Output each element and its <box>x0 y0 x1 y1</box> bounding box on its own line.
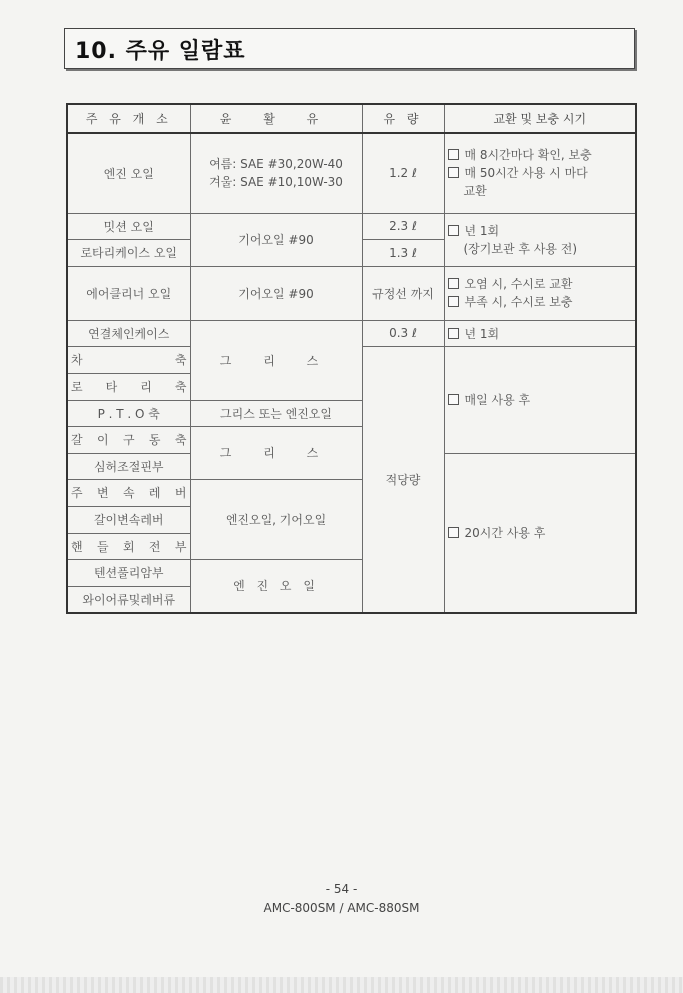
header-interval: 교환 및 보충 시기 <box>444 104 636 133</box>
oil-summer: 여름: SAE #30,20W-40 <box>209 157 343 172</box>
checkbox-icon <box>448 527 459 538</box>
cell-amount: 0.3 ℓ <box>362 320 444 346</box>
cell-place: 차 축 <box>67 346 190 373</box>
cell-lubricant <box>190 133 362 213</box>
interval-text: (장기보관 후 사용 전) <box>463 241 578 256</box>
cell-lubricant: 그 리 스 <box>190 320 362 400</box>
cell-lubricant: 엔 진 오 일 <box>190 559 362 613</box>
cell-interval <box>444 213 636 266</box>
checkbox-icon <box>448 225 459 236</box>
section-title: 10. 주유 일람표 <box>75 39 246 64</box>
cell-place: 핸 들 회 전 부 <box>67 533 190 559</box>
header-amount: 유 량 <box>362 104 444 133</box>
table-row <box>67 213 636 239</box>
cell-place: 갈이변속레버 <box>67 506 190 533</box>
oil-winter: 겨울: SAE #10,10W-30 <box>209 175 343 190</box>
lubrication-table <box>66 103 637 614</box>
interval-text: 교환 <box>463 184 487 199</box>
header-place: 주 유 개 소 <box>67 104 190 133</box>
cell-lubricant: 엔진오일, 기어오일 <box>190 479 362 559</box>
cell-place: 에어클리너 오일 <box>67 266 190 320</box>
cell-place: 연결체인케이스 <box>67 320 190 346</box>
checkbox-icon <box>448 167 459 178</box>
cell-place: 로타리케이스 오일 <box>67 239 190 266</box>
cell-place: 심허조절핀부 <box>67 453 190 479</box>
cell-lubricant: 그리스 또는 엔진오일 <box>190 400 362 426</box>
cell-place: 텐션풀리암부 <box>67 559 190 586</box>
interval-text: 년 1회 <box>464 326 500 341</box>
cell-interval <box>444 346 636 453</box>
interval-text: 오염 시, 수시로 교환 <box>464 277 573 291</box>
checkbox-icon <box>448 278 459 289</box>
cell-interval <box>444 266 636 320</box>
interval-text: 매 8시간마다 확인, 보충 <box>464 148 592 163</box>
page-number: - 54 - <box>325 882 358 896</box>
scan-edge <box>0 977 683 993</box>
interval-text: 20시간 사용 후 <box>464 526 546 541</box>
model-name: AMC-800SM / AMC-880SM <box>263 901 420 915</box>
checkbox-icon <box>448 149 459 160</box>
table-row <box>67 266 636 320</box>
cell-place: P . T . O 축 <box>67 400 190 426</box>
cell-place: 로 타 리 축 <box>67 373 190 400</box>
cell-amount: 1.2 ℓ <box>362 133 444 213</box>
cell-place: 갈 이 구 동 축 <box>67 426 190 453</box>
cell-amount: 2.3 ℓ <box>362 213 444 239</box>
cell-amount: 적당량 <box>362 346 444 613</box>
checkbox-icon <box>448 394 459 405</box>
cell-amount: 규정선 까지 <box>362 266 444 320</box>
cell-interval <box>444 453 636 613</box>
interval-text: 년 1회 <box>464 223 500 238</box>
interval-text: 매일 사용 후 <box>464 393 531 407</box>
cell-amount: 1.3 ℓ <box>362 239 444 266</box>
table-header-row <box>67 104 636 133</box>
cell-interval <box>444 133 636 213</box>
cell-lubricant: 그 리 스 <box>190 426 362 479</box>
table-row <box>67 133 636 213</box>
checkbox-icon <box>448 296 459 307</box>
cell-lubricant: 기어오일 #90 <box>190 213 362 266</box>
cell-interval <box>444 320 636 346</box>
table-row <box>67 320 636 346</box>
cell-place: 엔진 오일 <box>67 133 190 213</box>
cell-place: 밋션 오일 <box>67 213 190 239</box>
interval-text: 부족 시, 수시로 보충 <box>464 295 573 309</box>
interval-text: 매 50시간 사용 시 마다 <box>464 166 588 181</box>
checkbox-icon <box>448 328 459 339</box>
cell-lubricant: 기어오일 #90 <box>190 266 362 320</box>
cell-place: 주 변 속 레 버 <box>67 479 190 506</box>
header-lubricant: 윤 활 유 <box>190 104 362 133</box>
section-title-box <box>64 28 635 69</box>
cell-place: 와이어류및레버류 <box>67 586 190 613</box>
